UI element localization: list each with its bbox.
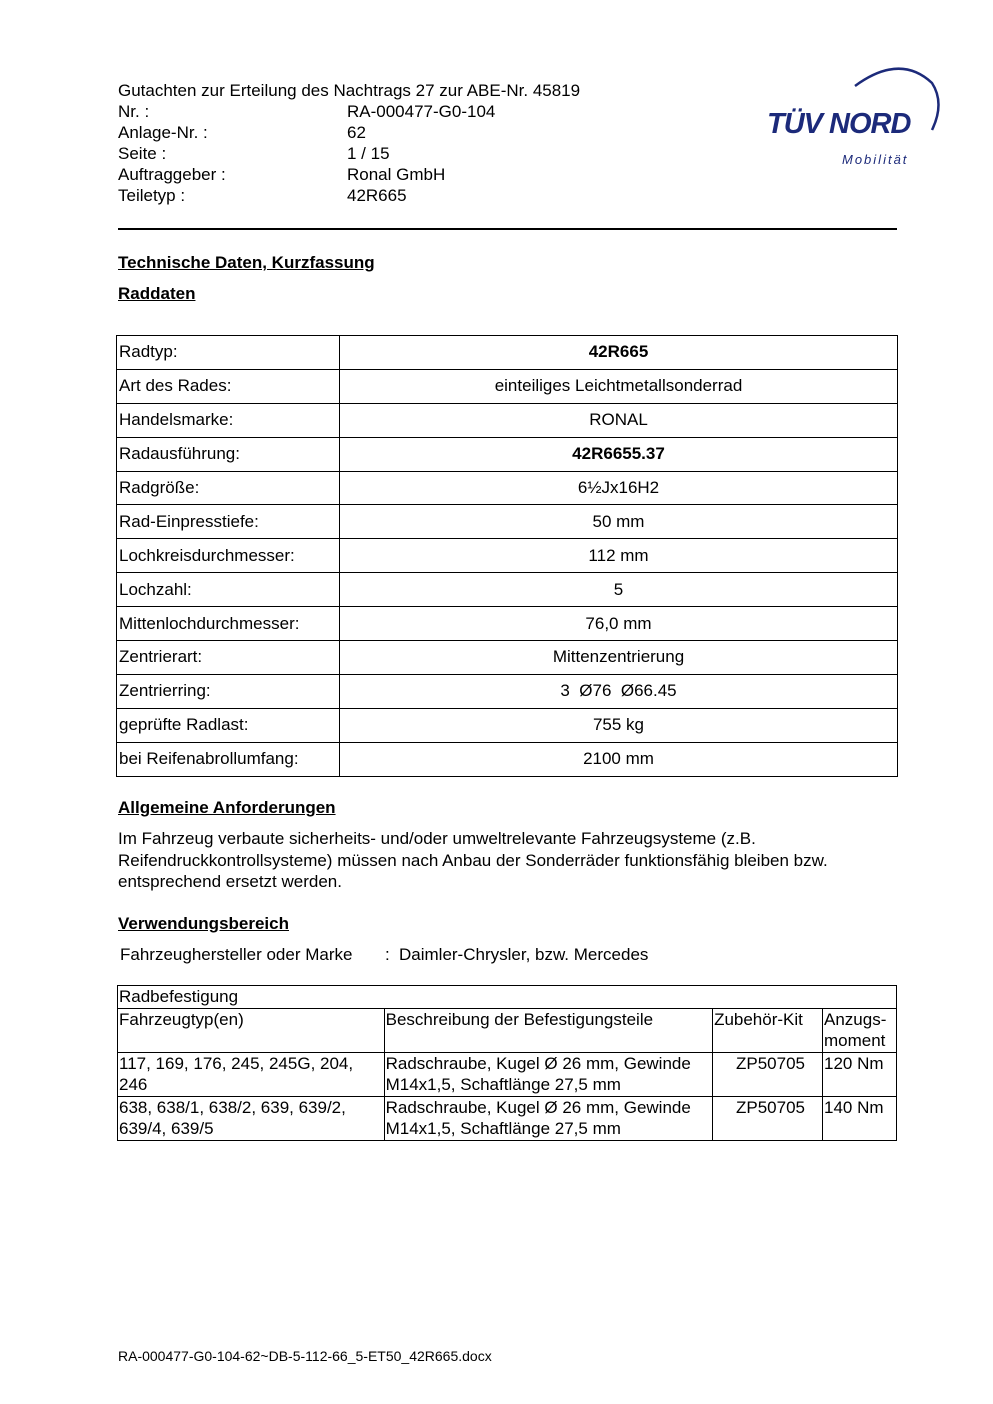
table-caption-row <box>118 986 897 1009</box>
table-row <box>117 742 898 776</box>
row-value: 5 <box>340 573 898 607</box>
row-value: 3 Ø76 Ø66.45 <box>340 674 898 708</box>
section-heading-technische-daten: Technische Daten, Kurzfassung <box>118 253 375 272</box>
row-label: Zentrierart: <box>117 641 340 675</box>
cell-zubehoer-kit: ZP50705 <box>713 1096 823 1140</box>
table-caption: Radbefestigung <box>118 986 897 1009</box>
document-title: Gutachten zur Erteilung des Nachtrags 27 zur ABE-Nr. 45819 <box>118 81 581 100</box>
row-label: Radausführung: <box>117 437 340 471</box>
table-row <box>117 471 898 505</box>
logo-brand: TÜV NORD <box>767 108 911 140</box>
tuv-nord-logo <box>760 58 945 173</box>
column-header: Anzugs-moment <box>823 1008 897 1052</box>
row-label: Radtyp: <box>117 336 340 370</box>
fahrzeughersteller-line <box>120 944 648 965</box>
cell-fahrzeugtyp: 117, 169, 176, 245, 245G, 204, 246 <box>118 1052 385 1096</box>
table-row <box>117 641 898 675</box>
row-label: Radgröße: <box>117 471 340 505</box>
table-row <box>117 505 898 539</box>
table-row <box>117 539 898 573</box>
allgemeine-paragraph: Im Fahrzeug verbaute sicherheits- und/oder umweltrelevante Fahrzeugsysteme (z.B. Reifendruckkontrollsysteme) müssen nach Anbau der Sonderräder funktionsfähig bleiben bzw. entsprechend ersetzt werden. <box>118 829 828 891</box>
table-row <box>117 437 898 471</box>
meta-row-teiletyp <box>118 185 678 206</box>
column-header: Beschreibung der Befestigungsteile <box>384 1008 712 1052</box>
table-row <box>117 674 898 708</box>
meta-row-auftraggeber <box>118 164 678 185</box>
table-row <box>118 1052 897 1096</box>
meta-value: 62 <box>347 123 366 142</box>
row-label: geprüfte Radlast: <box>117 708 340 742</box>
meta-row-seite <box>118 143 678 164</box>
meta-label: Seite : <box>118 144 167 163</box>
table-row <box>117 708 898 742</box>
cell-anzugsmoment: 120 Nm <box>823 1052 897 1096</box>
row-label: Art des Rades: <box>117 369 340 403</box>
section-heading-raddaten: Raddaten <box>118 284 196 303</box>
fahrzeughersteller-value: Daimler-Chrysler, bzw. Mercedes <box>399 945 649 964</box>
document-footer: RA-000477-G0-104-62~DB-5-112-66_5-ET50_42R665.docx <box>118 1348 492 1364</box>
raddaten-table <box>116 335 898 777</box>
meta-value: Ronal GmbH <box>347 165 446 184</box>
row-value: 42R6655.37 <box>340 437 898 471</box>
row-value: 42R665 <box>340 336 898 370</box>
column-header: Fahrzeugtyp(en) <box>118 1008 385 1052</box>
radbefestigung-table <box>117 985 897 1141</box>
row-value: RONAL <box>340 403 898 437</box>
document-header <box>118 80 678 206</box>
row-label: bei Reifenabrollumfang: <box>117 742 340 776</box>
table-row <box>117 573 898 607</box>
table-row <box>117 607 898 641</box>
row-value: 6½Jx16H2 <box>340 471 898 505</box>
fahrzeughersteller-separator: : <box>385 945 390 964</box>
table-row <box>117 403 898 437</box>
fahrzeughersteller-label: Fahrzeughersteller oder Marke <box>120 945 353 964</box>
meta-label: Teiletyp : <box>118 186 186 205</box>
logo-subtitle: Mobilität <box>842 152 909 167</box>
row-label: Handelsmarke: <box>117 403 340 437</box>
cell-beschreibung: Radschraube, Kugel Ø 26 mm, Gewinde M14x1,5, Schaftlänge 27,5 mm <box>384 1096 712 1140</box>
table-header-row <box>118 1008 897 1052</box>
row-label: Lochkreisdurchmesser: <box>117 539 340 573</box>
meta-label: Anlage-Nr. : <box>118 123 208 142</box>
cell-beschreibung: Radschraube, Kugel Ø 26 mm, Gewinde M14x1,5, Schaftlänge 27,5 mm <box>384 1052 712 1096</box>
table-row <box>117 336 898 370</box>
cell-anzugsmoment: 140 Nm <box>823 1096 897 1140</box>
section-heading-verwendung: Verwendungsbereich <box>118 914 289 933</box>
meta-value: RA-000477-G0-104 <box>347 102 496 121</box>
row-value: 50 mm <box>340 505 898 539</box>
row-label: Zentrierring: <box>117 674 340 708</box>
cell-fahrzeugtyp: 638, 638/1, 638/2, 639, 639/2, 639/4, 639/5 <box>118 1096 385 1140</box>
meta-label: Nr. : <box>118 102 150 121</box>
row-value: 755 kg <box>340 708 898 742</box>
row-value: 2100 mm <box>340 742 898 776</box>
row-label: Mittenlochdurchmesser: <box>117 607 340 641</box>
header-divider <box>118 228 897 230</box>
section-heading-allgemeine: Allgemeine Anforderungen <box>118 798 336 817</box>
meta-row-nr <box>118 101 678 122</box>
cell-zubehoer-kit: ZP50705 <box>713 1052 823 1096</box>
table-row <box>118 1096 897 1140</box>
meta-row-anlage <box>118 122 678 143</box>
row-value: Mittenzentrierung <box>340 641 898 675</box>
meta-value: 1 / 15 <box>347 144 390 163</box>
row-value: 112 mm <box>340 539 898 573</box>
table-row <box>117 369 898 403</box>
meta-value: 42R665 <box>347 186 407 205</box>
row-label: Rad-Einpresstiefe: <box>117 505 340 539</box>
column-header: Zubehör-Kit <box>713 1008 823 1052</box>
row-value: 76,0 mm <box>340 607 898 641</box>
row-value: einteiliges Leichtmetallsonderrad <box>340 369 898 403</box>
meta-label: Auftraggeber : <box>118 165 226 184</box>
row-label: Lochzahl: <box>117 573 340 607</box>
